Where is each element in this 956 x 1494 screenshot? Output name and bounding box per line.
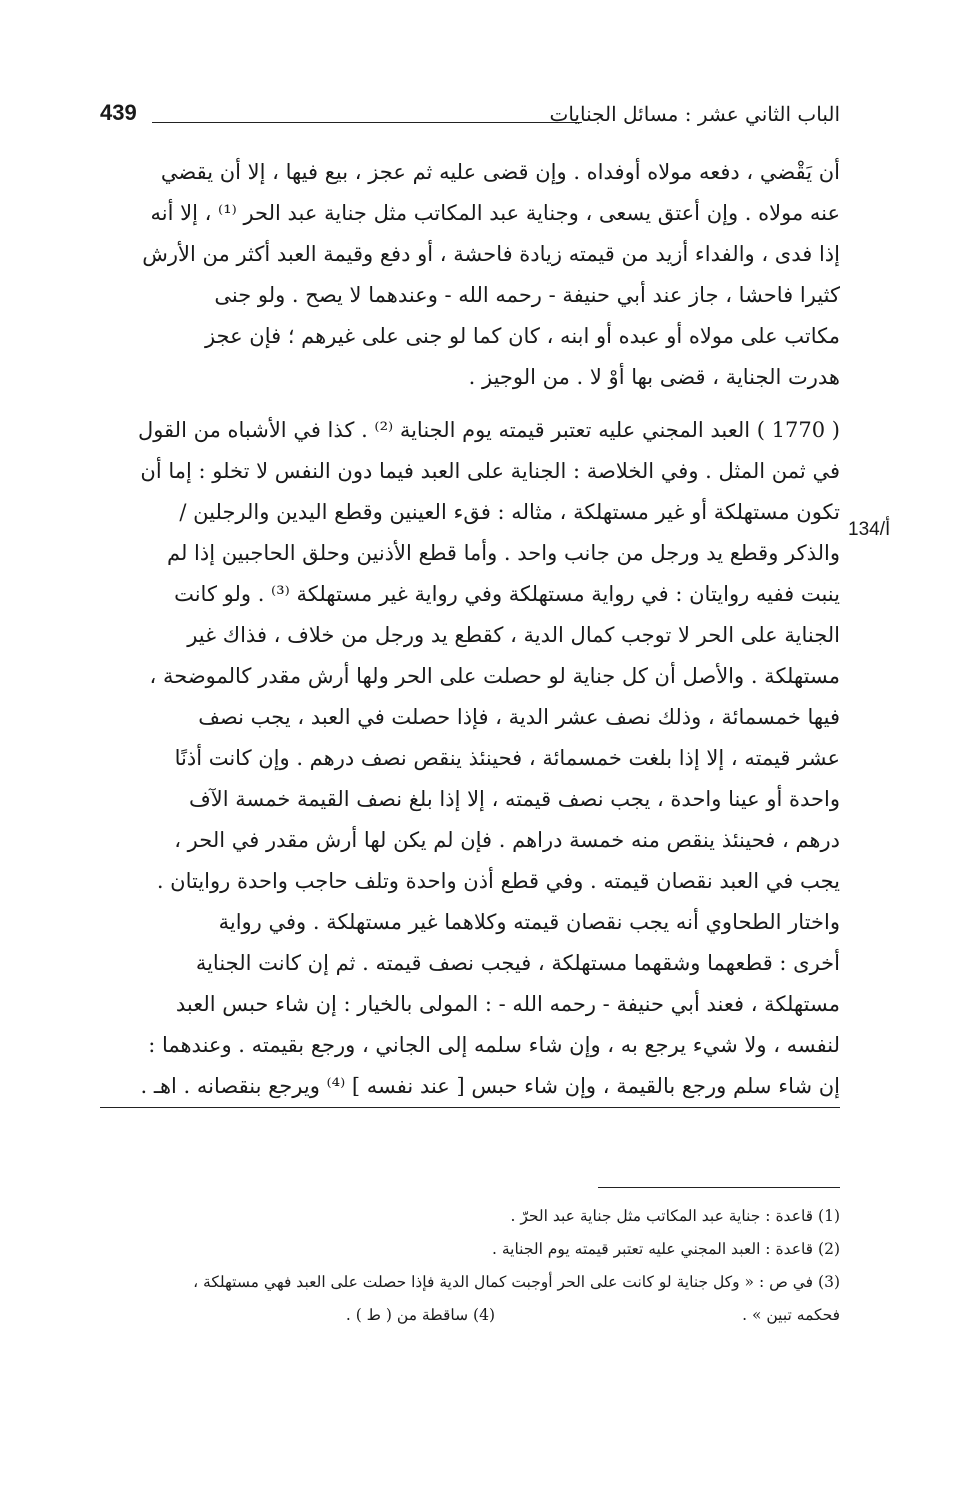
- text-line: مستهلكة ، فعند أبي حنيفة - رحمه الله - : المولى بالخيار : إن شاء حبس العبد: [175, 992, 840, 1016]
- text-line: أخرى : قطعهما وشقهما مستهلكة ، فيجب نصف قيمته . ثم إن كانت الجناية: [195, 951, 840, 975]
- footnote-3: (3) في ص : « وكل جناية لو كانت على الحر أوجبت كمال الدية فإذا حصلت على العبد فهي مستهلكة ،: [193, 1273, 840, 1291]
- text-line: واختار الطحاوي أنه يجب نقصان قيمته وكلاهما غير مستهلكة . وفي رواية: [218, 910, 840, 934]
- page-number: 439: [100, 100, 137, 125]
- text-line-last: إن شاء سلم ورجع بالقيمة ، وإن شاء حبس [ عند نفسه ] ⁽⁴⁾ ويرجع بنقصانه . اهـ .: [100, 1066, 840, 1108]
- text-line: أن يَقْضي ، دفعه مولاه أوفداه . وإن قضى عليه ثم عجز ، بيع فيها ، إلا أن يقضي: [160, 160, 840, 184]
- text-line: يجب في العبد نقصان قيمته . وفي قطع أذن واحدة وتلف حاجب واحدة روايتان .: [156, 869, 840, 893]
- text-line: ينبت ففيه روايتان : في رواية مستهلكة وفي رواية غير مستهلكة ⁽³⁾ . ولو كانت: [174, 582, 840, 606]
- text-line: لنفسه ، ولا شيء يرجع به ، وإن شاء سلمه إلى الجاني ، ورجع بقيمته . وعندهما :: [148, 1033, 840, 1057]
- footnote-2: (2) قاعدة : العبد المجني عليه تعتبر قيمته يوم الجناية .: [491, 1240, 840, 1258]
- main-text: [100, 152, 840, 1108]
- text-line-paragraph-1770: ( 1770 ) العبد المجني عليه تعتبر قيمته يوم الجناية ⁽²⁾ . كذا في الأشباه من القول: [137, 418, 840, 442]
- chapter-title: الباب الثاني عشر : مسائل الجنايات: [549, 102, 840, 126]
- text-line: كثيرا فاحشا ، جاز عند أبي حنيفة - رحمه الله - وعندهما لا يصح . ولو جنى: [214, 283, 840, 307]
- book-page: [100, 100, 891, 1400]
- text-line: الجناية على الحر لا توجب كمال الدية ، كقطع يد ورجل من خلاف ، فذاك غير: [187, 623, 840, 647]
- footnotes: [100, 1200, 840, 1332]
- text-line: والذكر وقطع يد ورجل من جانب واحد . وأما قطع الأذنين وحلق الحاجبين إذا لم: [167, 541, 840, 565]
- text-line: هدرت الجناية ، قضى بها أوْ لا . من الوجيز .: [468, 365, 840, 389]
- running-header: [100, 100, 840, 136]
- text-line: واحدة أو عينا واحدة ، يجب نصف قيمته ، إلا إذا بلغ نصف القيمة خمسة الآف: [188, 787, 840, 811]
- text-line: تكون مستهلكة أو غير مستهلكة ، مثاله : فقء العينين وقطع اليدين والرجلين /: [179, 500, 840, 524]
- text-line: عنه مولاه . وإن أعتق يسعى ، وجناية عبد المكاتب مثل جناية عبد الحر ⁽¹⁾ ، إلا أنه: [150, 201, 840, 225]
- text-line: إذا فدى ، والفداء أزيد من قيمته زيادة فاحشة ، أو دفع وقيمة العبد أكثر من الأرش: [142, 242, 840, 266]
- footnote-3-continuation: فحكمه تبين » .: [742, 1306, 840, 1324]
- footnote-1: (1) قاعدة : جناية عبد المكاتب مثل جناية عبد الحرّ .: [510, 1207, 840, 1225]
- text-line: مكاتب على مولاه أو عبده أو ابنه ، كان كما لو جنى على غيرهم ؛ فإن عجز: [204, 324, 840, 348]
- footnote-separator: [598, 1187, 840, 1188]
- text-line: فيها خمسمائة ، وذلك نصف عشر الدية ، فإذا حصلت في العبد ، يجب نصف: [198, 705, 840, 729]
- header-rule: [152, 122, 582, 123]
- text-line: مستهلكة . والأصل أن كل جناية لو حصلت على الحر ولها أرش مقدر كالموضحة ،: [149, 664, 840, 688]
- text-line: عشر قيمته ، إلا إذا بلغت خمسمائة ، فحينئذ ينقص نصف درهم . وإن كانت أذنًا: [174, 746, 840, 770]
- footnote-3-4-line: [100, 1299, 840, 1332]
- text-line: درهم ، فحينئذ ينقص منه خمسة دراهم . فإن لم يكن لها أرش مقدر في الحر ،: [174, 828, 840, 852]
- manuscript-folio-marker: 134/أ: [848, 519, 891, 540]
- footnote-4: (4) ساقطة من ( ط ) .: [345, 1306, 495, 1324]
- text-line: في ثمن المثل . وفي الخلاصة : الجناية على العبد فيما دون النفس لا تخلو : إما أن: [140, 459, 840, 483]
